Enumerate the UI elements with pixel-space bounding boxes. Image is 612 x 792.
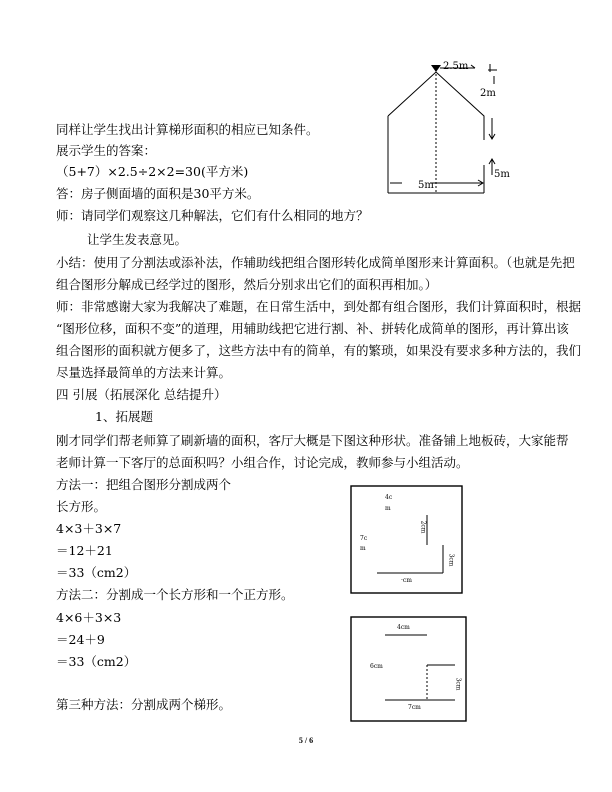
method1-title-cont: 长方形。	[56, 499, 107, 514]
house-outline	[388, 72, 484, 140]
house-label-right-bottom: 5m	[494, 169, 510, 180]
fig2-label-left: 6cm	[370, 663, 383, 670]
fig2-label-bottom: 7cm	[408, 704, 421, 711]
house-top-arrow	[431, 65, 441, 72]
subsection-heading: 1、拓展题	[95, 409, 153, 424]
page-number: 5 / 6	[298, 736, 314, 745]
method1-step: ＝33（cm2）	[56, 565, 137, 580]
house-label-right-top: 2m	[480, 88, 496, 99]
text-line: 展示学生的答案：	[56, 143, 157, 158]
method1-step: 4×3＋3×7	[56, 521, 122, 536]
section-heading: 四 引展（拓展深化 总结提升）	[56, 387, 227, 402]
fig1-label-bottom: ·cm	[401, 577, 412, 584]
method2-step: 4×6＋3×3	[56, 610, 122, 625]
fig1-label-top-unit: m	[385, 505, 391, 512]
method2-title: 方法二：分割成一个长方形和一个正方形。	[56, 587, 294, 602]
text-line: 尽量选择最简单的方法来计算。	[56, 365, 232, 380]
text-line: 组合图形分解成已经学过的图形，然后分别求出它们的面积再相加。）	[56, 277, 438, 292]
text-line: 同样让学生找出计算梯形面积的相应已知条件。	[56, 122, 319, 137]
fig1-label-left: 7c	[360, 535, 368, 542]
text-line: 师：非常感谢大家为我解决了难题，在日常生活中，到处都有组合图形，我们计算面积时，根据	[56, 299, 582, 314]
text-line: 师：请同学们观察这几种解法，它们有什么相同的地方？	[56, 208, 369, 223]
method1-step: ＝12＋21	[56, 543, 113, 558]
text-line: 老师计算一下客厅的总面积吗？小组合作，讨论完成，教师参与小组活动。	[56, 455, 469, 470]
method3-title: 第三种方法：分割成两个梯形。	[56, 697, 232, 712]
text-line: 让学生发表意见。	[87, 232, 188, 247]
text-line: 小结：使用了分割法或添补法，作辅助线把组合图形转化成简单图形来计算面积。（也就是先把	[56, 255, 575, 270]
method2-step: ＝33（cm2）	[56, 654, 137, 669]
text-line: “图形位移，面积不变”的道理，用辅助线把它进行割、补、拼转化成简单的图形，再计算出该	[56, 321, 569, 336]
fig1-label-left-unit: m	[360, 545, 366, 552]
fig2-label-right: 3cm	[454, 677, 462, 691]
house-label-bottom: 5m	[418, 180, 434, 191]
fig2-label-top: 4cm	[397, 624, 410, 631]
fig1-label-right-lower: 3cm	[447, 553, 455, 567]
method2-step: ＝24＋9	[56, 632, 105, 647]
text-line: 组合图形的面积就方便多了，这些方法中有的简单，有的繁琐，如果没有要求多种方法的，我们	[56, 343, 582, 358]
text-line: 刚才同学们帮老师算了刷新墙的面积，客厅大概是下图这种形状。准备铺上地板砖，大家能帮	[56, 433, 569, 448]
text-line: （5+7）×2.5÷2×2=30(平方米)	[56, 164, 249, 179]
fig1-label-right-upper: 2cm	[419, 520, 427, 534]
fig1-label-top: 4c	[385, 494, 393, 501]
text-line: 答：房子侧面墙的面积是30平方米。	[56, 186, 260, 201]
house-label-top: 2.5m	[443, 61, 469, 72]
method1-title: 方法一：把组合图形分割成两个	[56, 477, 232, 492]
